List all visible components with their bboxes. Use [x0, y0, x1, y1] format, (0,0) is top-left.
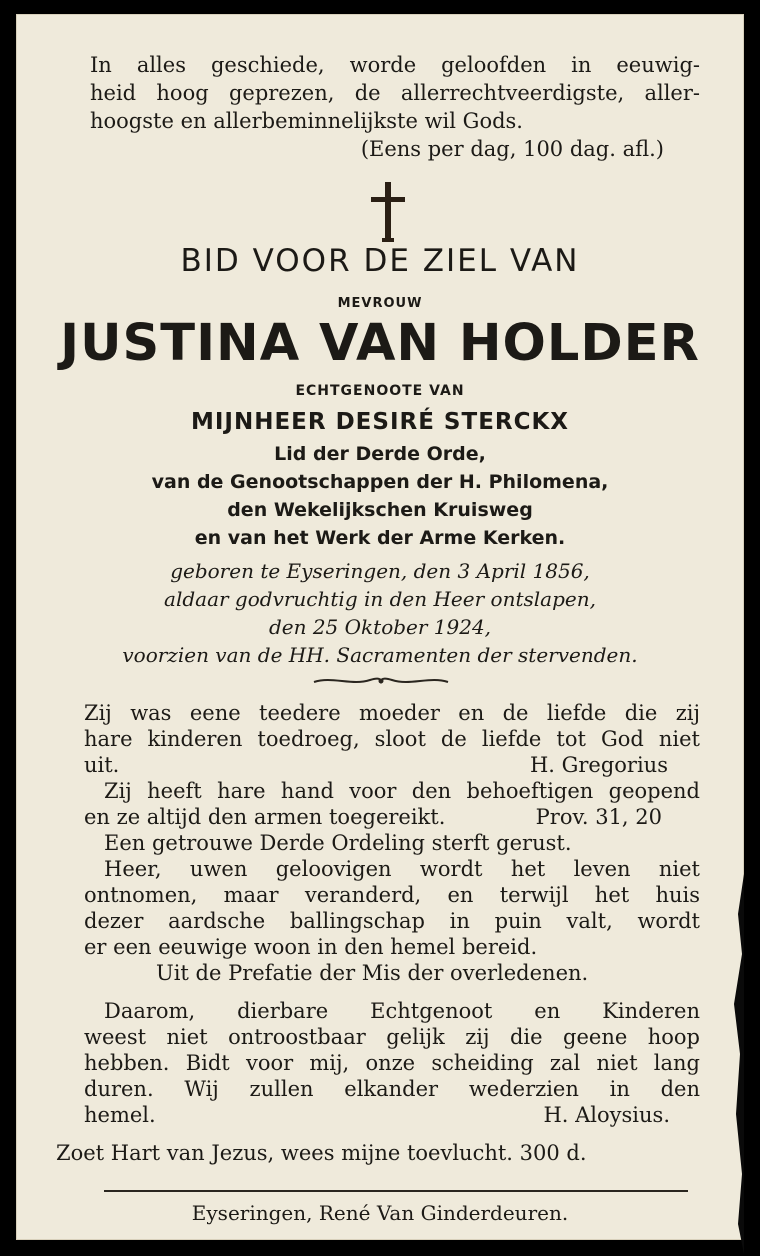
membership-line-1: Lid der Derde Orde, [274, 443, 486, 465]
bid-heading: BID VOOR DE ZIEL VAN [180, 243, 580, 279]
body-p5-line-2: weest niet ontroostbaar gelijk zij die geene hoop [84, 1025, 700, 1049]
body-p2-line-1: Zij heeft hare hand voor den behoeftigen geopend [104, 779, 700, 803]
indulgence-note: (Eens per dag, 100 dag. afl.) [360, 137, 664, 161]
body-p5-line-4: duren. Wij zullen elkander wederzien in den [84, 1077, 700, 1101]
body-p1-source: H. Gregorius [529, 753, 668, 777]
prayer-line-1: In alles geschiede, worde geloofden in eeuwig- [90, 53, 700, 77]
body-p4-line-2: ontnomen, maar veranderd, en terwijl het huis [84, 883, 700, 907]
spouse-prefix: ECHTGENOOTE VAN [295, 383, 465, 399]
bio-line-2: aldaar godvruchtig in den Heer ontslapen, [164, 587, 596, 611]
torn-edge [728, 874, 744, 1254]
membership-line-2: van de Genootschappen der H. Philomena, [151, 471, 609, 493]
membership-line-3: den Wekelijkschen Kruisweg [227, 499, 533, 521]
body-p2-source: Prov. 31, 20 [535, 805, 662, 829]
body-p2-line-2: en ze altijd den armen toegereikt. [84, 805, 446, 829]
body-p4-line-3: dezer aardsche ballingschap in puin valt, wordt [84, 909, 700, 933]
spouse-name: MIJNHEER DESIRÉ STERCKX [190, 409, 570, 435]
footer-rule [104, 1190, 688, 1192]
body-p3: Een getrouwe Derde Ordeling sterft gerust. [104, 831, 572, 855]
prayer-line-3: hoogste en allerbeminnelijkste wil Gods. [90, 109, 523, 133]
bio-line-1: geboren te Eyseringen, den 3 April 1856, [170, 559, 590, 583]
body-p5-line-5: hemel. [84, 1103, 156, 1127]
prayer-line-2: heid hoog geprezen, de allerrechtveerdigste, aller- [90, 81, 700, 105]
body-p4-line-4: er een eeuwige woon in den hemel bereid. [84, 935, 538, 959]
body-p5-line-3: hebben. Bidt voor mij, onze scheiding zal niet lang [84, 1051, 700, 1075]
printer-line: Eyseringen, René Van Ginderdeuren. [191, 1201, 569, 1225]
bio-line-4: voorzien van de HH. Sacramenten der stervenden. [122, 643, 638, 667]
bio-line-3: den 25 Oktober 1924, [268, 615, 492, 639]
deceased-name: JUSTINA VAN HOLDER [60, 314, 700, 373]
body-p5-line-1: Daarom, dierbare Echtgenoot en Kinderen [104, 999, 700, 1023]
body-p5-source: H. Aloysius. [543, 1103, 670, 1127]
cross-icon [368, 182, 408, 242]
body-p4-source: Uit de Prefatie der Mis der overledenen. [156, 961, 589, 985]
membership-line-4: en van het Werk der Arme Kerken. [194, 527, 566, 549]
body-p4-line-1: Heer, uwen geloovigen wordt het leven niet [104, 857, 700, 881]
honorific: MEVROUW [337, 296, 423, 311]
body-p1-line-1: Zij was eene teedere moeder en de liefde die zij [84, 701, 700, 725]
body-p1-line-3: uit. [84, 753, 120, 777]
body-p1-line-2: hare kinderen toedroeg, sloot de liefde tot God niet [84, 727, 700, 751]
memorial-card [16, 14, 744, 1240]
closing-prayer: Zoet Hart van Jezus, wees mijne toevlucht. 300 d. [56, 1141, 587, 1165]
ornament-divider [312, 674, 450, 688]
